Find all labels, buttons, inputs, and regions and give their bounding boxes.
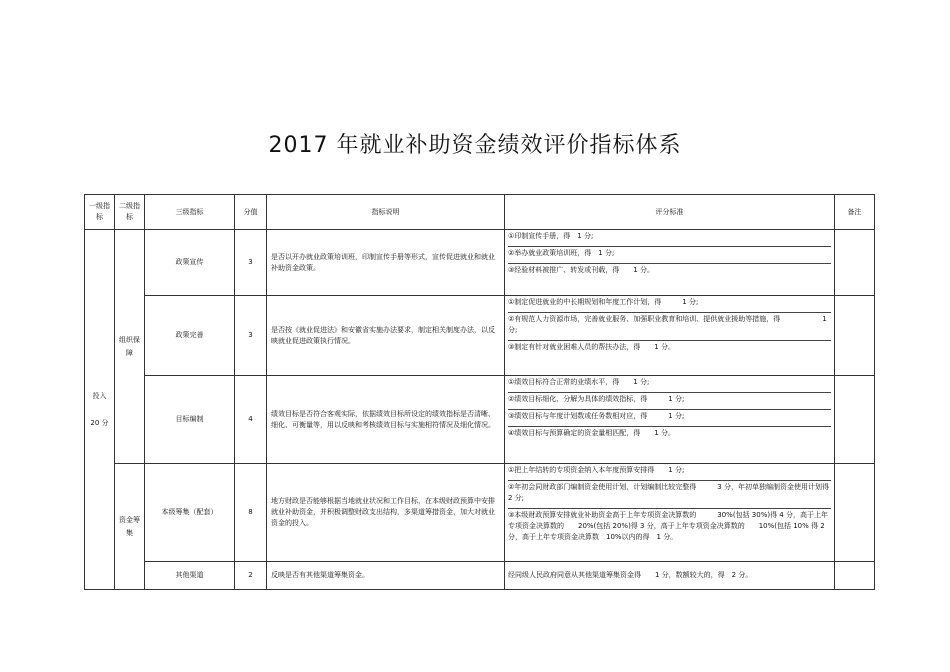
table-row xyxy=(85,376,875,464)
header-row xyxy=(85,195,875,230)
level3-name: 政策完善 xyxy=(145,296,235,376)
criteria-item: ③经验材料被推广、转发或刊载，得 1 分。 xyxy=(508,266,654,274)
indicator-table xyxy=(84,194,875,590)
indicator-description: 反映是否有其他渠道筹集资金。 xyxy=(267,562,505,590)
score-value: 8 xyxy=(235,464,267,562)
header-remark: 备注 xyxy=(835,195,875,230)
criteria-item: ③制定有针对就业困难人员的帮扶办法，得 1 分。 xyxy=(508,343,675,351)
header-level1: 一级指标 xyxy=(85,195,115,230)
criteria-item: ③绩效目标与年度计划数或任务数相对应，得 1 分; xyxy=(508,410,831,427)
criteria-cell xyxy=(505,230,835,296)
page-title: 2017 年就业补助资金绩效评价指标体系 xyxy=(268,133,682,158)
indicator-description: 地方财政是否能够根据当地就业状况和工作目标，在本级财政预算中安排就业补助资金，并积极调整财政支出结构，多渠道筹措资金，加大对就业资金的投入。 xyxy=(267,464,505,562)
table-row xyxy=(85,562,875,590)
level3-name: 本级筹集（配套） xyxy=(145,464,235,562)
criteria-item: ①印制宣传手册，得 1 分; xyxy=(508,230,831,247)
criteria-item: ①绩效目标符合正常的业绩水平，得 1 分; xyxy=(508,376,831,393)
remark-cell xyxy=(835,376,875,464)
score-value: 3 xyxy=(235,230,267,296)
remark-cell xyxy=(835,464,875,562)
header-level2: 二级指标 xyxy=(115,195,145,230)
criteria-item: ②绩效目标细化、分解为具体的绩效指标，得 1 分; xyxy=(508,393,831,410)
level3-name: 目标编制 xyxy=(145,376,235,464)
criteria-cell xyxy=(505,296,835,376)
header-criteria: 评分标准 xyxy=(505,195,835,230)
level1-name: 投入 xyxy=(92,391,107,400)
indicator-description: 是否按《就业促进法》和安徽省实施办法要求，制定相关制度办法，以反映就业促进政策执行情况。 xyxy=(267,296,505,376)
level3-name: 其他渠道 xyxy=(145,562,235,590)
criteria-cell xyxy=(505,376,835,464)
level1-score: 20 分 xyxy=(90,418,109,427)
group-name: 组织保障 xyxy=(115,230,145,464)
remark-cell xyxy=(835,296,875,376)
score-value: 2 xyxy=(235,562,267,590)
table-row xyxy=(85,296,875,376)
criteria-item: ④绩效目标与预算确定的资金量相匹配，得 1 分。 xyxy=(508,429,675,437)
criteria-cell xyxy=(505,464,835,562)
level3-name: 政策宣传 xyxy=(145,230,235,296)
remark-cell xyxy=(835,230,875,296)
level1-cell xyxy=(85,230,115,590)
score-value: 4 xyxy=(235,376,267,464)
remark-cell xyxy=(835,562,875,590)
criteria-item: ③本级财政预算安排就业补助资金高于上年专项资金决算数的 30%(包括 30%)得 4 分，高于上年专项资金决算数的 20%(包括 20%)得 3 分，高于上年专项资金决算数的 10%(包括 10% 得 2 分，高于上年专项资金决算数 10%以内的得 1 分。 xyxy=(508,511,828,541)
criteria-item: ②年初会同财政部门编制资金使用计划，计划编制比较完整得 3 分，年初单独编制资金使用计划得 2 分; xyxy=(508,481,831,509)
criteria-cell xyxy=(505,562,835,590)
table-row xyxy=(85,230,875,296)
criteria-item: ②有规范人力资源市场，完善就业服务、加强职业教育和培训、提供就业援助等措施，得 1 分; xyxy=(508,313,831,341)
criteria-item: ②举办就业政策培训班，得 1 分; xyxy=(508,247,831,264)
score-value: 3 xyxy=(235,296,267,376)
criteria-item: ①把上年结转的专项资金纳入本年度预算安排得 1 分; xyxy=(508,464,831,481)
criteria-item: ①制定促进就业的中长期规划和年度工作计划，得 1 分; xyxy=(508,296,831,313)
indicator-description: 是否以开办就业政策培训班，印制宣传手册等形式，宣传促进就业和就业补助资金政策。 xyxy=(267,230,505,296)
header-level3: 三级指标 xyxy=(145,195,235,230)
header-score: 分值 xyxy=(235,195,267,230)
criteria-item: 经同级人民政府同意从其他渠道筹集资金得 1 分，数额较大的，得 2 分。 xyxy=(508,571,753,579)
table-row xyxy=(85,464,875,562)
header-description: 指标说明 xyxy=(267,195,505,230)
group-name: 资金筹集 xyxy=(115,464,145,590)
indicator-description: 绩效目标是否符合客观实际，依据绩效目标所设定的绩效指标是否清晰、细化、可衡量等，用以反映和考核绩效目标与实施相符情况及细化情况。 xyxy=(267,376,505,464)
